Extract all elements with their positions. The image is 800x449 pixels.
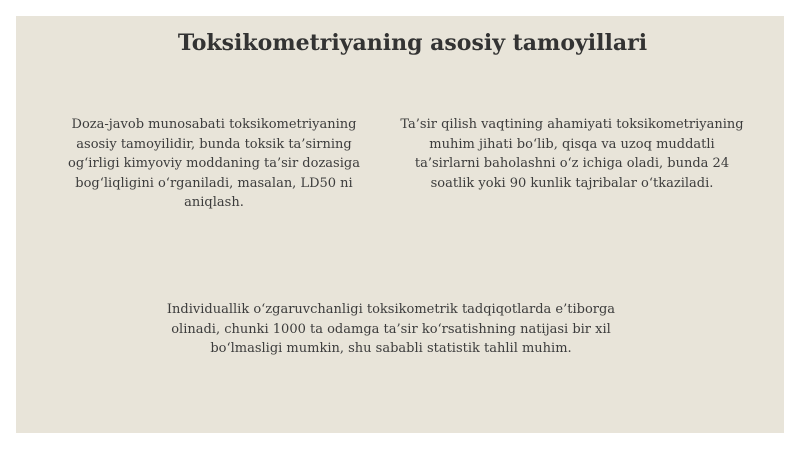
- paragraph-individual-variability: Individuallik o‘zgaruvchanligi toksikometrik tadqiqotlarda e’tiborga olinadi, chunki 1000 ta odamga ta’sir ko‘rsatishning natijasi bir xil bo‘lmasligi mumkin, shu sababli statistik tahlil muhim.: [166, 302, 616, 356]
- slide-title: Toksikometriyaning asosiy tamoyillari: [177, 30, 648, 56]
- paragraph-dose-response: Doza-javob munosabati toksikometriyaning asosiy tamoyilidir, bunda toksik ta’sirning og‘irligi kimyoviy moddaning ta’sir dozasiga bog‘liqligini o‘rganiladi, masalan, LD50 ni aniqlash.: [68, 117, 360, 210]
- paragraph-exposure-time: Ta’sir qilish vaqtining ahamiyati toksikometriyaning muhim jihati bo‘lib, qisqa va uzoq muddatli ta’sirlarni baholashni o‘z ichiga oladi, bunda 24 soatlik yoki 90 kunlik tajribalar o‘tkaziladi.: [400, 117, 744, 191]
- slide: [16, 16, 784, 433]
